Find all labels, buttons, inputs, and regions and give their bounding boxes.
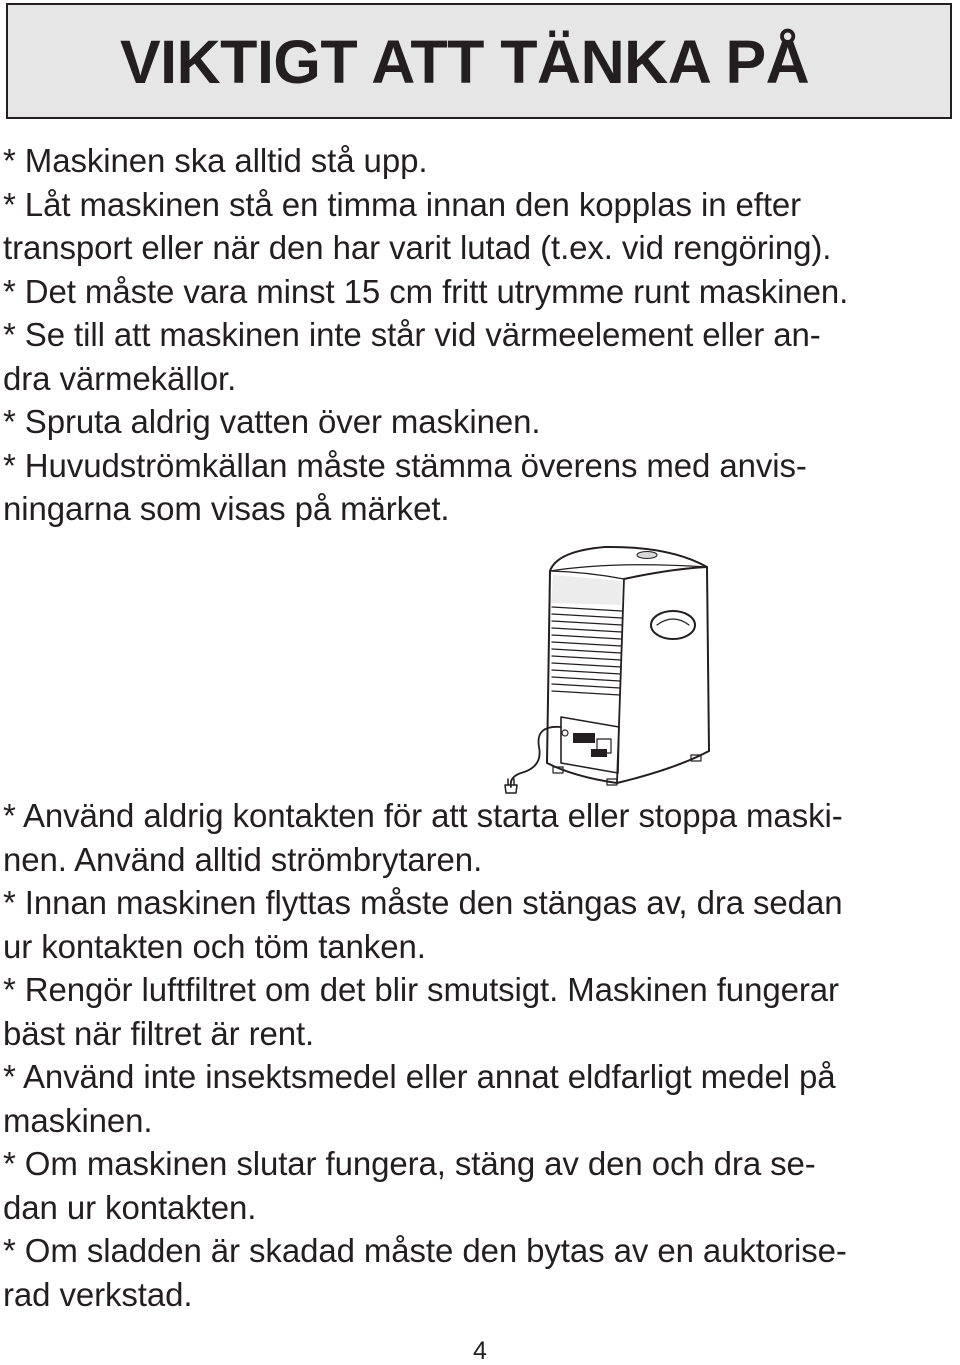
instruction-line: * Om sladden är skadad måste den bytas av en auktorise-: [3, 1232, 847, 1269]
instruction-line: * Innan maskinen flyttas måste den stängas av, dra sedan: [3, 884, 843, 921]
instruction-line: * Rengör luftfiltret om det blir smutsigt. Maskinen fungerar: [3, 971, 839, 1008]
instruction-line: * Maskinen ska alltid stå upp.: [3, 142, 428, 179]
safety-instructions-upper: [3, 139, 955, 531]
instruction-line: nen. Använd alltid strömbrytaren.: [3, 840, 483, 878]
instruction-line: * Använd inte insektsmedel eller annat eldfarligt medel på: [3, 1058, 836, 1095]
instruction-line: bäst när filtret är rent.: [3, 1014, 315, 1052]
dehumidifier-illustration: [495, 541, 720, 796]
instruction-line: * Se till att maskinen inte står vid värmeelement eller an-: [3, 316, 821, 353]
safety-instructions-lower: [3, 794, 955, 1316]
instruction-line: * Huvudströmkällan måste stämma överens med anvis-: [3, 446, 807, 484]
page-title: VIKTIGT ATT TÄNKA PÅ: [120, 28, 810, 96]
instruction-line: transport eller när den har varit lutad (t.ex. vid rengöring).: [3, 229, 832, 266]
instruction-line: rad verkstad.: [3, 1275, 193, 1313]
instruction-line: ningarna som visas på märket.: [3, 490, 450, 527]
instruction-line: * Använd aldrig kontakten för att starta eller stoppa maski-: [3, 797, 843, 834]
instruction-line: * Det måste vara minst 15 cm fritt utrymme runt maskinen.: [3, 272, 849, 310]
instruction-line: dra värmekällor.: [3, 359, 237, 397]
title-banner: [6, 3, 952, 119]
instruction-line: * Spruta aldrig vatten över maskinen.: [3, 403, 541, 440]
instruction-line: * Låt maskinen stå en timma innan den kopplas in efter: [3, 185, 802, 223]
instruction-line: ur kontakten och töm tanken.: [3, 927, 426, 965]
instruction-line: * Om maskinen slutar fungera, stäng av den och dra se-: [3, 1145, 816, 1182]
instruction-line: dan ur kontakten.: [3, 1188, 257, 1226]
page-number: 4: [473, 1337, 487, 1365]
instruction-line: maskinen.: [3, 1101, 153, 1139]
